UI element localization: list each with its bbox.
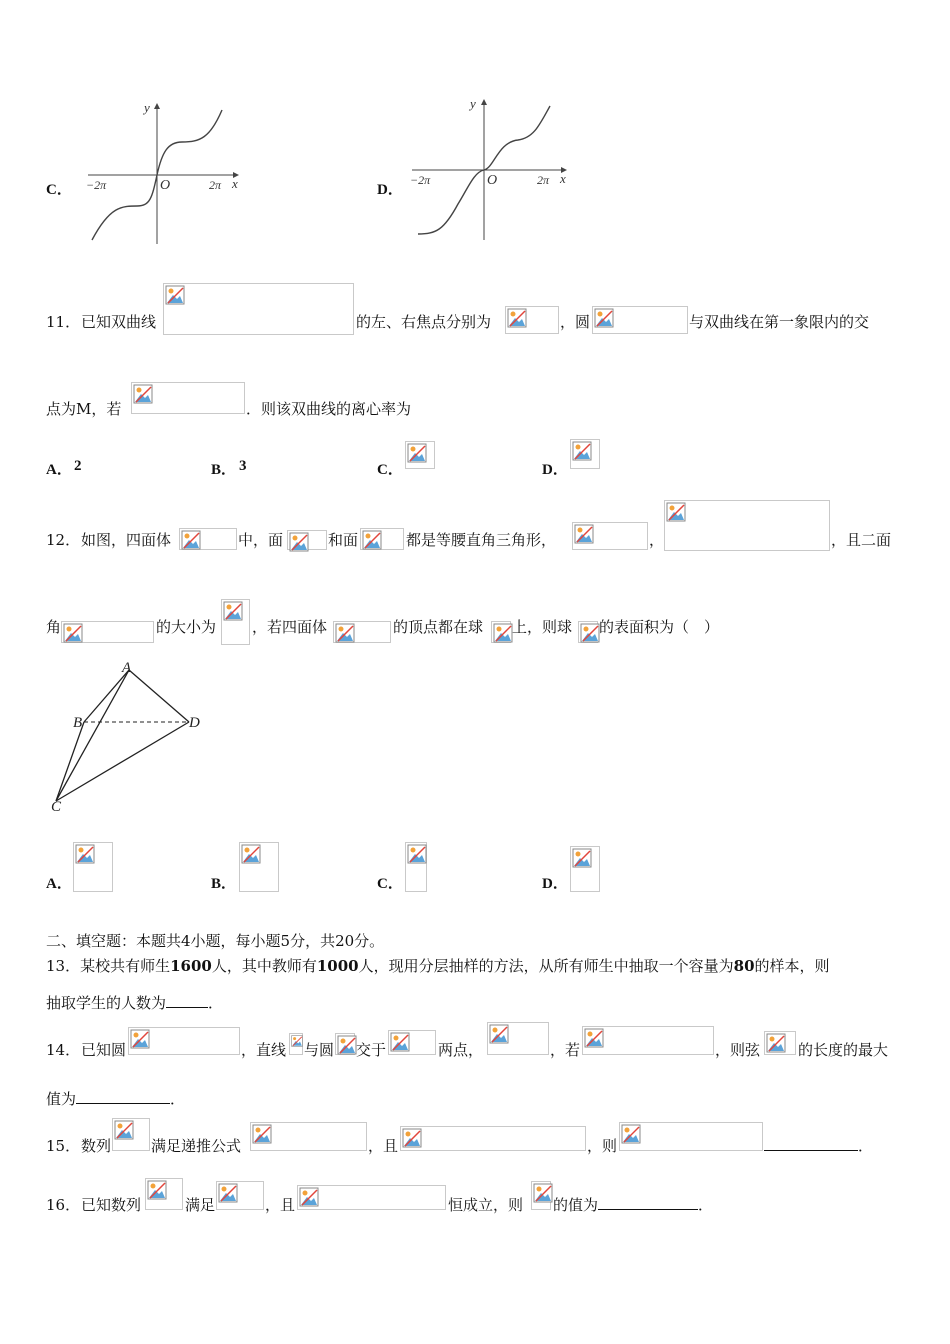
y-label: y [470, 96, 476, 111]
q13-end: ． [208, 994, 224, 1012]
q12-text-3: 和面 [328, 531, 359, 549]
q12-text-1: 如图，四面体 [81, 531, 172, 549]
q14-text-5: 两点， [438, 1041, 484, 1059]
q16-text-3: ，且 [265, 1196, 296, 1214]
formula-image-placeholder [491, 621, 511, 643]
q12-option-b-label: B． [211, 876, 237, 892]
formula-image-placeholder [582, 1026, 714, 1055]
q12-text-2: 中，面 [238, 531, 284, 549]
formula-image-placeholder [287, 530, 327, 550]
q13-num-3: 80 [733, 957, 755, 975]
q15-text-4: ，则 [587, 1137, 618, 1155]
neg-tick-label: −2π [410, 173, 431, 187]
answer-blank[interactable] [598, 1195, 698, 1210]
formula-image-placeholder [297, 1185, 446, 1210]
formula-image-placeholder [239, 842, 279, 892]
formula-image-placeholder [112, 1118, 150, 1151]
q12-text-5: ， [649, 531, 665, 549]
answer-blank[interactable] [764, 1136, 858, 1151]
q12-option-a-label: A． [46, 876, 72, 892]
q11-option-b-value: 3 [239, 458, 247, 474]
q12-option-d-label: D． [542, 876, 568, 892]
q13-text-2: 抽取学生的人数为 [46, 994, 167, 1012]
formula-image-placeholder [73, 842, 113, 892]
q13-text-c: 人，现用分层抽样的方法，从所有师生中抽取一个容量为 [358, 957, 734, 975]
q11-option-b-label: B． [211, 462, 237, 478]
broken-image-icon [407, 443, 427, 463]
broken-image-icon [572, 441, 592, 461]
q16-text-1: 已知数列 [81, 1196, 142, 1214]
option-d-label: D． [377, 182, 403, 198]
vertex-b-label: B [73, 715, 83, 731]
formula-image-placeholder [250, 1122, 367, 1151]
q14-text-9: 值为 [46, 1090, 77, 1108]
q14-text-2: ，直线 [241, 1041, 287, 1059]
formula-image-placeholder [61, 621, 154, 643]
broken-image-icon [666, 502, 686, 522]
broken-image-icon [218, 1183, 238, 1203]
formula-image-placeholder [570, 846, 600, 892]
broken-image-icon [291, 1035, 303, 1047]
q15-end: ． [858, 1137, 874, 1155]
formula-image-placeholder [145, 1178, 183, 1210]
q12-text-8: 的大小为 [156, 618, 217, 636]
q11-text-5: 点为M，若 [46, 400, 122, 418]
graph-d [408, 94, 578, 246]
formula-image-placeholder [289, 1033, 303, 1055]
q11-text-6: ．则该双曲线的离心率为 [246, 400, 412, 418]
q13-text-d: 的样本，则 [754, 957, 830, 975]
broken-image-icon [390, 1032, 410, 1052]
edge-bc [56, 722, 84, 801]
q12-number: 12． [46, 531, 81, 549]
q12-text-7: 角 [46, 618, 62, 636]
edge-cd [56, 722, 189, 801]
broken-image-icon [299, 1187, 319, 1207]
q12-text-4: 都是等腰直角三角形， [406, 531, 557, 549]
q16-text-2: 满足 [185, 1196, 216, 1214]
broken-image-icon [63, 623, 83, 643]
q12-text-6: ，且二面 [831, 531, 892, 549]
edge-ab [84, 670, 129, 722]
formula-image-placeholder [619, 1122, 763, 1151]
broken-image-icon [580, 623, 600, 643]
q13-text-a: 某校共有师生 [80, 957, 171, 975]
q16-end: ． [698, 1196, 714, 1214]
broken-image-icon [147, 1180, 167, 1200]
neg-tick-label: −2π [86, 178, 107, 192]
formula-image-placeholder [400, 1126, 586, 1151]
broken-image-icon [594, 308, 614, 328]
q15-text-3: ，且 [368, 1137, 399, 1155]
broken-image-icon [165, 285, 185, 305]
broken-image-icon [572, 848, 592, 868]
broken-image-icon [507, 308, 527, 328]
formula-image-placeholder [764, 1031, 796, 1055]
q16-number: 16． [46, 1196, 81, 1214]
broken-image-icon [114, 1120, 134, 1140]
q12-text-10: 的顶点都在球 [393, 618, 484, 636]
formula-image-placeholder [487, 1022, 549, 1055]
q11-number: 11． [46, 313, 81, 331]
vertex-d-label: D [189, 715, 200, 731]
broken-image-icon [133, 384, 153, 404]
q12-text-11: 上，则球 [512, 618, 573, 636]
q14-text-1: 已知圆 [81, 1041, 127, 1059]
tetrahedron-figure [44, 656, 219, 816]
broken-image-icon [362, 530, 382, 550]
broken-image-icon [402, 1128, 422, 1148]
q14-line-2 [46, 1088, 185, 1109]
formula-image-placeholder [570, 439, 600, 469]
q14-text-4: 交于 [356, 1041, 387, 1059]
q11-text-2: 的左、右焦点分别为 [356, 313, 492, 331]
formula-image-placeholder [128, 1027, 240, 1055]
broken-image-icon [337, 1035, 357, 1055]
pos-tick-label: 2π [209, 178, 222, 192]
formula-image-placeholder [335, 1033, 355, 1055]
formula-image-placeholder [405, 842, 427, 892]
x-label: x [232, 176, 238, 191]
formula-image-placeholder [505, 306, 559, 334]
q15-blank-line [764, 1135, 873, 1156]
origin-label: O [160, 178, 171, 193]
q13-line-1 [46, 955, 830, 976]
formula-image-placeholder [216, 1181, 264, 1210]
origin-label: O [487, 173, 498, 188]
formula-image-placeholder [333, 621, 391, 643]
option-c-label: C． [46, 182, 72, 198]
formula-image-placeholder [221, 599, 250, 645]
q14-text-6: ，若 [550, 1041, 581, 1059]
q11-text-3: ，圆 [560, 313, 591, 331]
q11-option-d-label: D． [542, 462, 568, 478]
broken-image-icon [493, 623, 513, 643]
q11-text-1: 已知双曲线 [81, 313, 157, 331]
broken-image-icon [407, 844, 427, 864]
graph-c [82, 98, 252, 250]
edge-ac [56, 670, 129, 801]
q13-num-1: 1600 [170, 957, 212, 975]
q13-num-2: 1000 [316, 957, 359, 975]
q13-line-2 [46, 992, 223, 1013]
q15-text-2: 满足递推公式 [151, 1137, 242, 1155]
broken-image-icon [130, 1029, 150, 1049]
q13-number: 13． [46, 957, 81, 975]
q16-text-5: 的值为 [553, 1196, 599, 1214]
q11-option-a-value: 2 [74, 458, 82, 474]
q14-number: 14． [46, 1041, 81, 1059]
q12-text-9: ，若四面体 [252, 618, 328, 636]
edge-ad [129, 670, 189, 722]
broken-image-icon [241, 844, 261, 864]
q11-text-4: 与双曲线在第一象限内的交 [689, 313, 870, 331]
formula-image-placeholder [664, 500, 830, 551]
broken-image-icon [533, 1183, 553, 1203]
broken-image-icon [574, 524, 594, 544]
q13-text-b: 人，其中教师有 [211, 957, 317, 975]
broken-image-icon [75, 844, 95, 864]
formula-image-placeholder [592, 306, 688, 334]
section-heading: 二、填空题：本题共4小题，每小题5分，共20分。 [46, 932, 385, 950]
formula-image-placeholder [388, 1030, 436, 1055]
answer-blank[interactable] [76, 1089, 170, 1104]
q14-text-7: ，则弦 [715, 1041, 761, 1059]
broken-image-icon [766, 1033, 786, 1053]
broken-image-icon [335, 623, 355, 643]
formula-image-placeholder [163, 283, 354, 335]
formula-image-placeholder [578, 621, 598, 643]
x-label: x [560, 171, 566, 186]
broken-image-icon [489, 1024, 509, 1044]
formula-image-placeholder [531, 1181, 551, 1210]
broken-image-icon [223, 601, 243, 621]
q12-option-c-label: C． [377, 876, 403, 892]
q16-tail [553, 1194, 713, 1215]
q16-text-4: 恒成立，则 [448, 1196, 524, 1214]
q12-text-12: 的表面积为（ ） [599, 618, 720, 636]
vertex-c-label: C [51, 799, 62, 815]
formula-image-placeholder [131, 382, 245, 414]
broken-image-icon [584, 1028, 604, 1048]
q11-option-a-label: A． [46, 462, 72, 478]
q11-option-c-label: C． [377, 462, 403, 478]
broken-image-icon [181, 530, 201, 550]
q14-text-3: 与圆 [304, 1041, 335, 1059]
q15-text-1: 数列 [81, 1137, 112, 1155]
q14-text-8: 的长度的最大 [798, 1041, 889, 1059]
broken-image-icon [621, 1124, 641, 1144]
answer-blank[interactable] [166, 993, 208, 1008]
formula-image-placeholder [360, 528, 404, 550]
vertex-a-label: A [122, 660, 132, 676]
q15-number: 15． [46, 1137, 81, 1155]
y-label: y [144, 100, 150, 115]
pos-tick-label: 2π [537, 173, 550, 187]
broken-image-icon [252, 1124, 272, 1144]
broken-image-icon [289, 532, 309, 552]
formula-image-placeholder [179, 528, 237, 550]
q14-end: ． [170, 1090, 186, 1108]
formula-image-placeholder [405, 441, 435, 469]
formula-image-placeholder [572, 522, 648, 550]
